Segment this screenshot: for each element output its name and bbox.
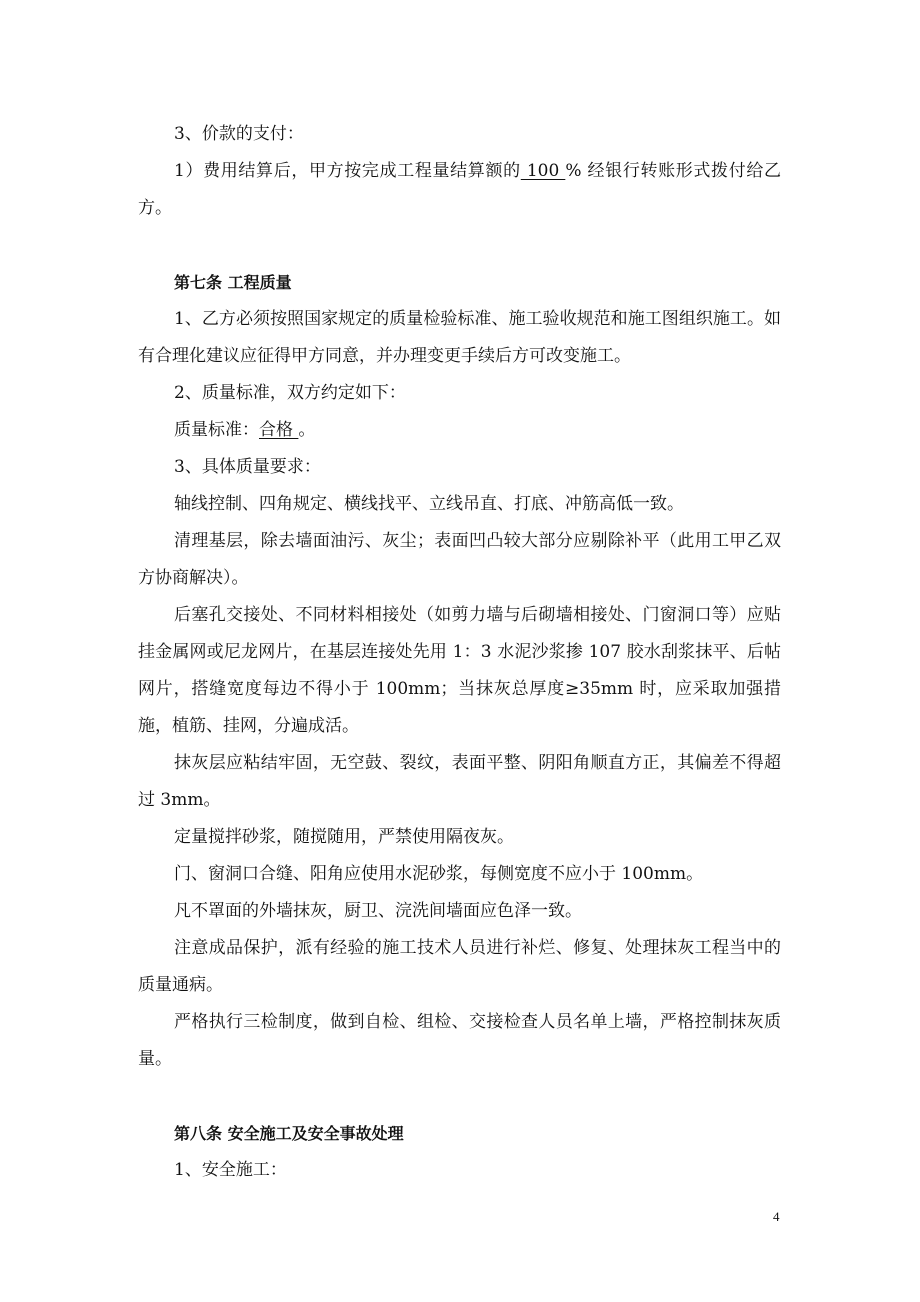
spacer: [138, 227, 781, 264]
article-7-paragraph: 注意成品保护，派有经验的施工技术人员进行补烂、修复、处理抹灰工程当中的质量通病。: [138, 938, 781, 995]
article-7-paragraph: 3、具体质量要求：: [174, 457, 321, 477]
article-7-paragraph: 1、乙方必须按照国家规定的质量检验标准、施工验收规范和施工图组织施工。如有合理化建议应征得甲方同意，并办理变更手续后方可改变施工。: [138, 309, 781, 366]
article-7-paragraph: 轴线控制、四角规定、横线找平、立线吊直、打底、冲筋高低一致。: [174, 494, 684, 514]
quality-standard-end: 。: [298, 420, 316, 440]
article-7-paragraph: 定量搅拌砂浆，随搅随用，严禁使用隔夜灰。: [174, 827, 514, 847]
page-number: 4: [773, 1209, 780, 1224]
quality-standard-label: 质量标准：: [174, 420, 259, 440]
article-7-heading: 第七条 工程质量: [174, 273, 292, 292]
article-7-paragraph: 严格执行三检制度，做到自检、组检、交接检查人员名单上墙，严格控制抹灰质量。: [138, 1012, 781, 1069]
article-7-paragraph: 2、质量标准，双方约定如下：: [174, 383, 406, 403]
payment-clause: [138, 153, 781, 227]
payment-clause-text-end: % 经银行转账形式拨付给乙方。: [138, 161, 781, 218]
article-7-paragraph: 后塞孔交接处、不同材料相接处（如剪力墙与后砌墙相接处、门窗洞口等）应贴挂金属网或尼龙网片，在基层连接处先用 1：3 水泥沙浆掺 107 胶水刮浆抹平、后帖网片，搭缝宽度每边不得小于 100mm；当抹灰总厚度≥35mm 时，应采取加强措施，植筋、挂网，分遍成活。: [138, 605, 781, 736]
quality-standard-value: 合格: [259, 420, 299, 440]
article-7-paragraph: 清理基层，除去墙面油污、灰尘；表面凹凸较大部分应剔除补平（此用工甲乙双方协商解决）。: [138, 531, 781, 588]
payment-clause-text-start: 1）费用结算后，甲方按完成工程量结算额的: [174, 161, 521, 181]
payment-percent-blank: 100: [520, 161, 566, 181]
quality-standard-line: [138, 412, 781, 449]
article-8-heading: 第八条 安全施工及安全事故处理: [174, 1124, 404, 1143]
article-7-paragraph: 凡不罩面的外墙抹灰，厨卫、浣洗间墙面应色泽一致。: [174, 901, 582, 921]
article-7-paragraph: 门、窗洞口合缝、阳角应使用水泥砂浆，每侧宽度不应小于 100mm。: [174, 864, 704, 884]
spacer: [138, 1078, 781, 1115]
page-body: [138, 116, 781, 1189]
payment-subtitle: 3、价款的支付：: [174, 124, 304, 144]
article-7-paragraph: 抹灰层应粘结牢固，无空鼓、裂纹，表面平整、阴阳角顺直方正，其偏差不得超过 3mm。: [138, 753, 781, 810]
article-8-paragraph: 1、安全施工：: [174, 1160, 287, 1180]
